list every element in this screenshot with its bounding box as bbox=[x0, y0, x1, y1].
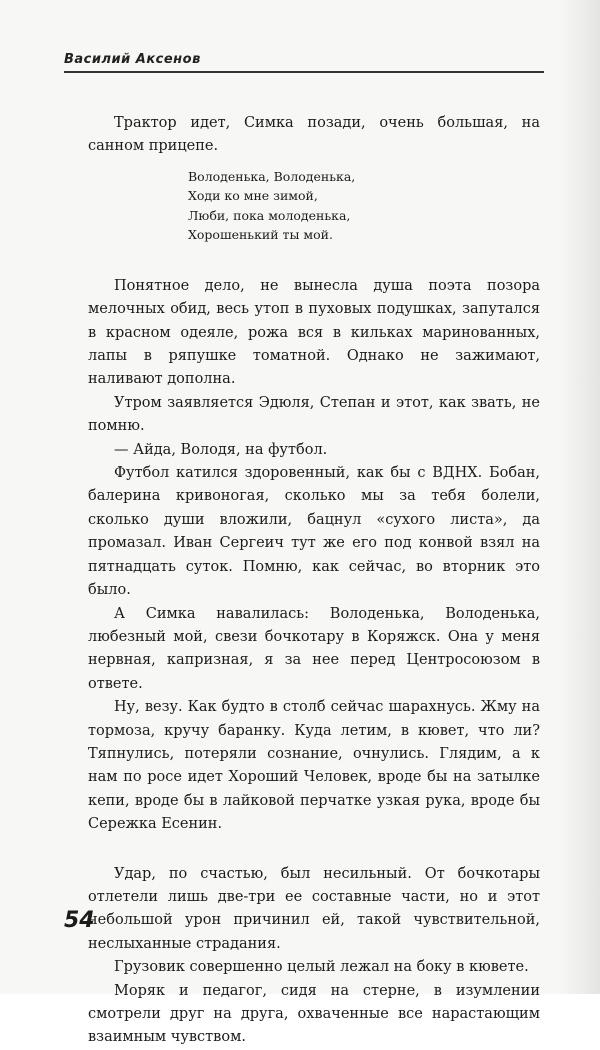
paragraph-9: Грузовик совершенно целый лежал на боку в кювете. bbox=[114, 959, 529, 976]
poem-line-3: Люби, пока молоденька, bbox=[188, 207, 351, 223]
page-body bbox=[88, 112, 540, 1050]
page-number: 54 bbox=[64, 908, 95, 933]
poem-stanza bbox=[188, 167, 540, 245]
header-rule bbox=[64, 71, 544, 73]
page-edge-shade bbox=[560, 0, 600, 994]
poem-line-4: Хорошенький ты мой. bbox=[188, 227, 333, 243]
section-gap bbox=[88, 837, 540, 863]
paragraph-6: А Симка навалилась: Володенька, Володенька, любезный мой, свези бочкотару в Коряжск. Она у меня нервная, капризная, я за нее перед Центросоюзом в ответе. bbox=[88, 605, 540, 692]
paragraph-10: Моряк и педагог, сидя на стерне, в изумлении смотрели друг на друга, охваченные все нарастающим взаимным чувством. bbox=[88, 982, 540, 1046]
header-author: Василий Аксенов bbox=[64, 52, 201, 67]
paragraph-7: Ну, везу. Как будто в столб сейчас шарахнусь. Жму на тормоза, кручу баранку. Куда летим, в кювет, что ли? Тяпнулись, потеряли сознание, очнулись. Глядим, а к нам по росе идет Хороший Человек, вроде бы на затылке кепи, вроде бы в лайковой перчатке узкая рука, вроде бы Сережка Есенин. bbox=[88, 699, 540, 833]
paragraph-4: — Айда, Володя, на футбол. bbox=[114, 441, 328, 458]
paragraph-5: Футбол катился здоровенный, как бы с ВДНХ. Бобан, балерина кривоногая, сколько мы за тебя болели, сколько души вложили, бацнул «сухого листа», да промазал. Иван Сергеич тут же его под конвой взял на пятнадцать суток. Помню, как сейчас, во вторник это было. bbox=[88, 465, 540, 599]
paragraph-3: Утром заявляется Эдюля, Степан и этот, как звать, не помню. bbox=[88, 394, 540, 435]
paragraph-1: Трактор идет, Симка позади, очень большая, на санном прицепе. bbox=[88, 115, 540, 155]
poem-line-1: Володенька, Володенька, bbox=[188, 168, 356, 184]
paragraph-8: Удар, по счастью, был несильный. От бочкотары отлетели лишь две-три ее составные части, но и этот небольшой урон причинил ей, такой чувствительной, неслыханные страдания. bbox=[88, 865, 540, 952]
poem-line-2: Ходи ко мне зимой, bbox=[188, 188, 318, 204]
paragraph-2: Понятное дело, не вынесла душа поэта позора мелочных обид, весь утоп в пуховых подушках, запутался в красном одеяле, рожа вся в кильках маринованных, лапы в ряпушке томатной. Однако не зажимают, наливают дополна. bbox=[88, 277, 540, 388]
running-header bbox=[64, 52, 544, 74]
